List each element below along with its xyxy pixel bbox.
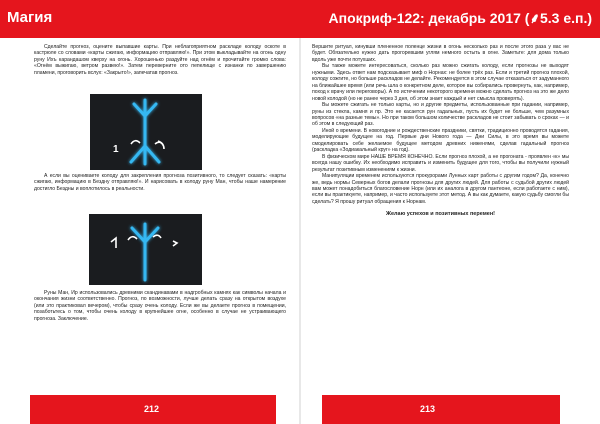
right-paragraph-5: В физическом мире НАШЕ ВРЕМЯ КОНЕЧНО. Если прогноз плохой, а не прогоната - проявлен «к» мы всегда нашу ошибку. Их необходимо исправить и изменить будущее для того, чтобы вы получили нужный результат позитивным изменениям к жизни. <box>312 153 569 173</box>
middle-paragraph: А если вы оцениваете колоду для закрепления прогноза позитивного, то следует сказать: «карты сжигаю, информацию в Бездну отправляю!». И нарисовать в колоду руну Ман, чтобы наше намерение достигло Бездны и воплотилось в реальности. <box>34 173 286 192</box>
right-paragraph-2: Вы также можете интересоваться, сколько раз можно сжигать колоду, если прогнозы не выходят нужными. Здесь ответ нам подсказывает миф о Норнах: не более трёх раз. Если и третий прогноз плохой, колоду сожгите, но больше раскладов не делайте. Рекомендуется в этом случае отказаться от задуманного на ближайшее время (или речь шла о конкретном деле, которое вы собирались провернуть, как, например, поход к врачу или переговоры). А по истечении некоторого времени можно сделать прогноз на это же дело новой колодой (но не ранее через 3 дня, об этом знает каждый и нет смысла проверять). <box>312 63 569 102</box>
closing-paragraph-left: Руны Ман, Ир использовались древними скандинавами в надгробных камнях как символы начала и окончания жизни соответственно. Прогноз, по возможности, лучше делать сразу на открытом воздухе (или это практиковал вечером), чтобы сразу очень колоду. Если же вы делаете прогноз в помещении, позаботьтесь о том, чтобы очень колоду в крупнейшее огне, особенно в случае не устраивающего прогноза. Заключение. <box>34 290 286 322</box>
right-page-footer <box>322 395 560 424</box>
right-paragraph-4: Иной о времени. В новогодние и рождественские праздники, святки, традиционно проводятся гадания, моделирующие будущее на год. Первые дни Нового года — Дни Силы, в это время вы можете смоделировать себе желаемое будущее методом древних ниженями, сделав гадальный прогноз (раскладка «Зодиакальный круг» на год). <box>312 127 569 154</box>
right-paragraph-3: Вы можете сжигать не только карты, но и другие предметы, использованные при гадании, например, руны из стекла, камня и пр. Это не касается рун гадальных, пусть их будет не больше, чем разумных вопросов «на разные темы». Но при таком большом количестве раскладов не стоит забывать о сроках — и об этом в следующий раз. <box>312 102 569 128</box>
rune-image-2 <box>89 214 202 285</box>
left-page-footer <box>30 395 276 424</box>
page-header <box>0 0 600 38</box>
issue-title: Апокриф-122: декабрь 2017 (⸙5.3 е.п.) <box>328 10 592 26</box>
rune-image-1 <box>90 94 202 170</box>
rune-man-icon <box>89 214 202 285</box>
right-paragraph-6: Манипуляции временем используются прокурорами Лунных карт работы с другим годом? Да, конечно же, ведь нормы Северных богов делали прогнозы для других людей. Для работы с судьбой других людей вам может понадобиться благословение Норн (или их аналога в другом пантеоне, если работаете с ним), если вы практикуете, например, и часто используете этот метод. А вы как думаете, какую судьбу смогли бы сделать? Я прошу ритуал обращения к Норнам. <box>312 173 569 205</box>
page-gutter <box>299 38 301 424</box>
page-number-right: 213 <box>420 404 436 414</box>
intro-paragraph: Сделайте прогноз, оцените выпавшие карты. При неблагоприятном раскладе колоду оскоте в кастрюле со словами «карты сжигаю, информацию отправляю!». При этом выкладывайте на огонь одну руну Ихъ карандашом кверху на огонь. Хорошенько раздуйте над огнём и прочитайте громко слова: «Огнём выжигаю, ветром развею!». Затем переверните ото пепелище с изнанки по завершению пламени, проговорить вслух: «Закрыто!», запечатав прогноз. <box>34 44 286 76</box>
right-paragraph-1: Вершите ритуал, кинувши плененное поленце жизни в огонь несколько раз и после этого раза у вас не будет. Обязательно нужно дать прогоревшим углям немного остыть в огне. Заметьте: для дома только вдоль уже почти потухших. <box>312 44 569 63</box>
rune-label-one: 1 <box>113 144 119 155</box>
section-title: Магия <box>7 9 53 26</box>
closing-wish: Желаю успехов и позитивных перемен! <box>386 211 495 218</box>
page-number-left: 212 <box>144 404 160 414</box>
rune-ir-icon <box>90 94 202 170</box>
